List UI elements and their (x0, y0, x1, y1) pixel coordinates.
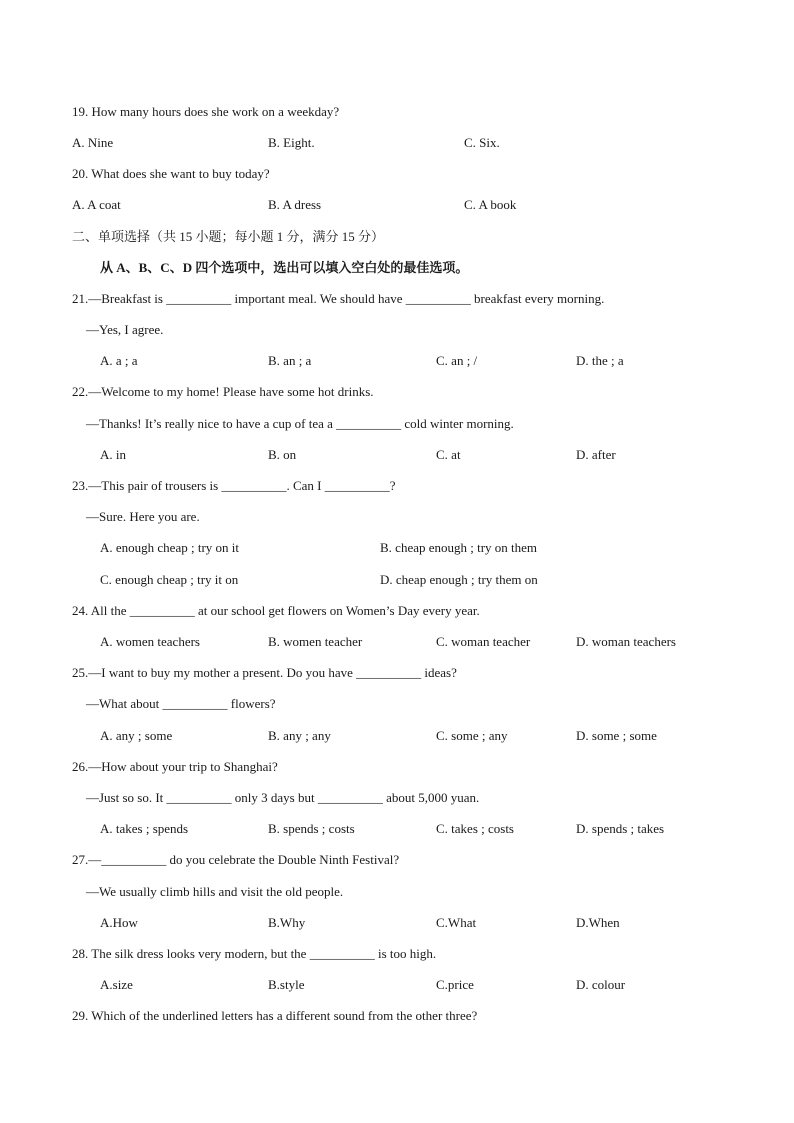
q22-option-c: C. at (436, 447, 461, 462)
question-26-line1: 26.—How about your trip to Shanghai? (72, 759, 278, 774)
question-19-stem: 19. How many hours does she work on a weekday? (72, 104, 340, 119)
section-2-instruction: 从 A、B、C、D 四个选项中，选出可以填入空白处的最佳选项。 (100, 260, 469, 275)
question-24-line1: 24. All the __________ at our school get flowers on Women’s Day every year. (72, 603, 480, 618)
question-21-line2: —Yes, I agree. (86, 322, 164, 337)
q20-option-a: A. A coat (72, 197, 121, 212)
q25-option-c: C. some ; any (436, 728, 508, 743)
q21-option-c: C. an ; / (436, 353, 478, 368)
q27-option-c: C.What (436, 915, 477, 930)
q24-option-c: C. woman teacher (436, 634, 531, 649)
q26-option-d: D. spends ; takes (576, 821, 665, 836)
question-20-stem: 20. What does she want to buy today? (72, 166, 270, 181)
q23-option-a: A. enough cheap ; try on it (100, 540, 239, 555)
q22-option-a: A. in (100, 447, 126, 462)
question-27-line1: 27.—__________ do you celebrate the Double Ninth Festival? (72, 852, 400, 867)
question-26-line2: —Just so so. It __________ only 3 days but __________ about 5,000 yuan. (86, 790, 480, 805)
q22-option-d: D. after (576, 447, 616, 462)
q23-option-c: C. enough cheap ; try it on (100, 572, 239, 587)
q25-option-b: B. any ; any (268, 728, 331, 743)
question-27-line2: —We usually climb hills and visit the old people. (86, 884, 344, 899)
q24-option-b: B. women teacher (268, 634, 363, 649)
q25-option-d: D. some ; some (576, 728, 657, 743)
q21-option-b: B. an ; a (268, 353, 312, 368)
q25-option-a: A. any ; some (100, 728, 173, 743)
question-23-line1: 23.—This pair of trousers is __________. Can I __________? (72, 478, 396, 493)
q19-option-a: A. Nine (72, 135, 114, 150)
q20-option-c: C. A book (464, 197, 517, 212)
q24-option-a: A. women teachers (100, 634, 200, 649)
q26-option-c: C. takes ; costs (436, 821, 514, 836)
q24-option-d: D. woman teachers (576, 634, 676, 649)
q28-option-b: B.style (268, 977, 305, 992)
question-22-line1: 22.—Welcome to my home! Please have some hot drinks. (72, 384, 374, 399)
question-28-line1: 28. The silk dress looks very modern, but the __________ is too high. (72, 946, 437, 961)
q26-option-a: A. takes ; spends (100, 821, 189, 836)
q26-option-b: B. spends ; costs (268, 821, 355, 836)
q20-option-b: B. A dress (268, 197, 322, 212)
question-25-line2: —What about __________ flowers? (86, 696, 276, 711)
q28-option-d: D. colour (576, 977, 626, 992)
q27-option-d: D.When (576, 915, 620, 930)
question-21-line1: 21.—Breakfast is __________ important meal. We should have __________ breakfast every morning. (72, 291, 605, 306)
q28-option-a: A.size (100, 977, 133, 992)
question-29-line1: 29. Which of the underlined letters has a different sound from the other three? (72, 1008, 478, 1023)
section-2-title: 二、单项选择（共 15 小题；每小题 1 分，满分 15 分） (72, 229, 385, 244)
q21-option-a: A. a ; a (100, 353, 138, 368)
q22-option-b: B. on (268, 447, 297, 462)
q23-option-d: D. cheap enough ; try them on (380, 572, 538, 587)
question-23-line2: —Sure. Here you are. (86, 509, 200, 524)
q19-option-c: C. Six. (464, 135, 500, 150)
q27-option-a: A.How (100, 915, 138, 930)
question-25-line1: 25.—I want to buy my mother a present. Do you have __________ ideas? (72, 665, 457, 680)
q19-option-b: B. Eight. (268, 135, 315, 150)
q27-option-b: B.Why (268, 915, 306, 930)
q21-option-d: D. the ; a (576, 353, 624, 368)
q28-option-c: C.price (436, 977, 474, 992)
question-22-line2: —Thanks! It’s really nice to have a cup of tea a __________ cold winter morning. (86, 416, 514, 431)
q23-option-b: B. cheap enough ; try on them (380, 540, 538, 555)
